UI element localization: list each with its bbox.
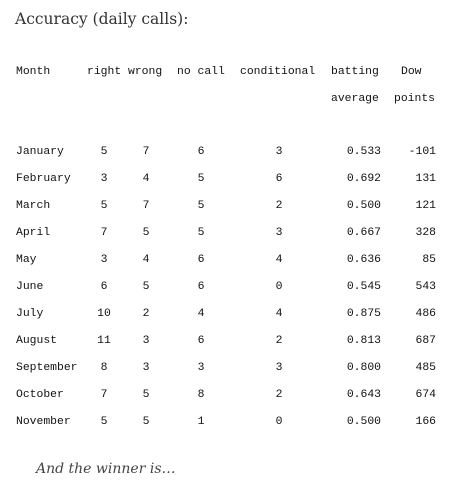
cell-right: 11 [97, 335, 111, 347]
cell-dow: 687 [415, 335, 436, 347]
cell-right: 6 [100, 281, 108, 293]
cell-dow: 543 [415, 281, 436, 293]
cell-no-call: 4 [197, 308, 205, 320]
cell-dow: 166 [415, 416, 436, 428]
cell-right: 3 [100, 254, 108, 266]
header-conditional: conditional [240, 66, 316, 78]
cell-month: October [16, 389, 64, 401]
cell-wrong: 5 [142, 389, 150, 401]
cell-wrong: 4 [142, 254, 150, 266]
header-batting: batting [331, 66, 379, 78]
cell-conditional: 6 [275, 173, 283, 185]
cell-dow: 485 [415, 362, 436, 374]
cell-right: 10 [97, 308, 111, 320]
cell-dow: 328 [415, 227, 436, 239]
cell-batting: 0.800 [346, 362, 381, 374]
cell-batting: 0.500 [346, 416, 381, 428]
cell-conditional: 0 [275, 281, 283, 293]
header-right: right [87, 66, 122, 78]
cell-no-call: 6 [197, 254, 205, 266]
cell-month: November [16, 416, 71, 428]
cell-conditional: 3 [275, 362, 283, 374]
cell-batting: 0.692 [346, 173, 381, 185]
cell-no-call: 6 [197, 146, 205, 158]
cell-wrong: 5 [142, 281, 150, 293]
cell-batting: 0.533 [346, 146, 381, 158]
section-title: Accuracy (daily calls): [15, 10, 189, 28]
cell-dow: -101 [408, 146, 436, 158]
cell-no-call: 6 [197, 281, 205, 293]
cell-wrong: 5 [142, 227, 150, 239]
cell-dow: 121 [415, 200, 436, 212]
cell-no-call: 5 [197, 227, 205, 239]
cell-month: January [16, 146, 64, 158]
header-average: average [331, 93, 379, 105]
cell-wrong: 7 [142, 200, 150, 212]
cell-right: 8 [100, 362, 108, 374]
cell-month: September [16, 362, 78, 374]
cell-batting: 0.667 [346, 227, 381, 239]
header-wrong: wrong [128, 66, 163, 78]
cell-wrong: 3 [142, 362, 150, 374]
cell-dow: 85 [422, 254, 436, 266]
cell-month: July [16, 308, 44, 320]
header-month: Month [16, 66, 51, 78]
cell-right: 3 [100, 173, 108, 185]
cell-batting: 0.643 [346, 389, 381, 401]
cell-right: 5 [100, 146, 108, 158]
cell-no-call: 1 [197, 416, 205, 428]
cell-month: April [16, 227, 51, 239]
cell-month: March [16, 200, 51, 212]
cell-no-call: 5 [197, 173, 205, 185]
cell-conditional: 4 [275, 308, 283, 320]
cell-batting: 0.813 [346, 335, 381, 347]
cell-no-call: 8 [197, 389, 205, 401]
header-dow: Dow [401, 66, 422, 78]
cell-wrong: 5 [142, 416, 150, 428]
cell-dow: 131 [415, 173, 436, 185]
cell-conditional: 4 [275, 254, 283, 266]
cell-right: 7 [100, 389, 108, 401]
cell-month: February [16, 173, 71, 185]
cell-conditional: 3 [275, 227, 283, 239]
cell-right: 5 [100, 416, 108, 428]
cell-wrong: 4 [142, 173, 150, 185]
cell-month: August [16, 335, 58, 347]
cell-month: June [16, 281, 44, 293]
cell-wrong: 2 [142, 308, 150, 320]
cell-no-call: 6 [197, 335, 205, 347]
cell-batting: 0.500 [346, 200, 381, 212]
footer-text: And the winner is… [36, 461, 176, 477]
cell-batting: 0.545 [346, 281, 381, 293]
cell-no-call: 5 [197, 200, 205, 212]
cell-right: 5 [100, 200, 108, 212]
cell-right: 7 [100, 227, 108, 239]
cell-conditional: 2 [275, 200, 283, 212]
header-no-call: no call [177, 66, 225, 78]
header-points: points [394, 93, 436, 105]
cell-dow: 674 [415, 389, 436, 401]
cell-dow: 486 [415, 308, 436, 320]
cell-conditional: 2 [275, 335, 283, 347]
cell-conditional: 2 [275, 389, 283, 401]
cell-batting: 0.875 [346, 308, 381, 320]
cell-wrong: 3 [142, 335, 150, 347]
cell-no-call: 3 [197, 362, 205, 374]
cell-month: May [16, 254, 37, 266]
cell-conditional: 3 [275, 146, 283, 158]
cell-batting: 0.636 [346, 254, 381, 266]
cell-conditional: 0 [275, 416, 283, 428]
cell-wrong: 7 [142, 146, 150, 158]
